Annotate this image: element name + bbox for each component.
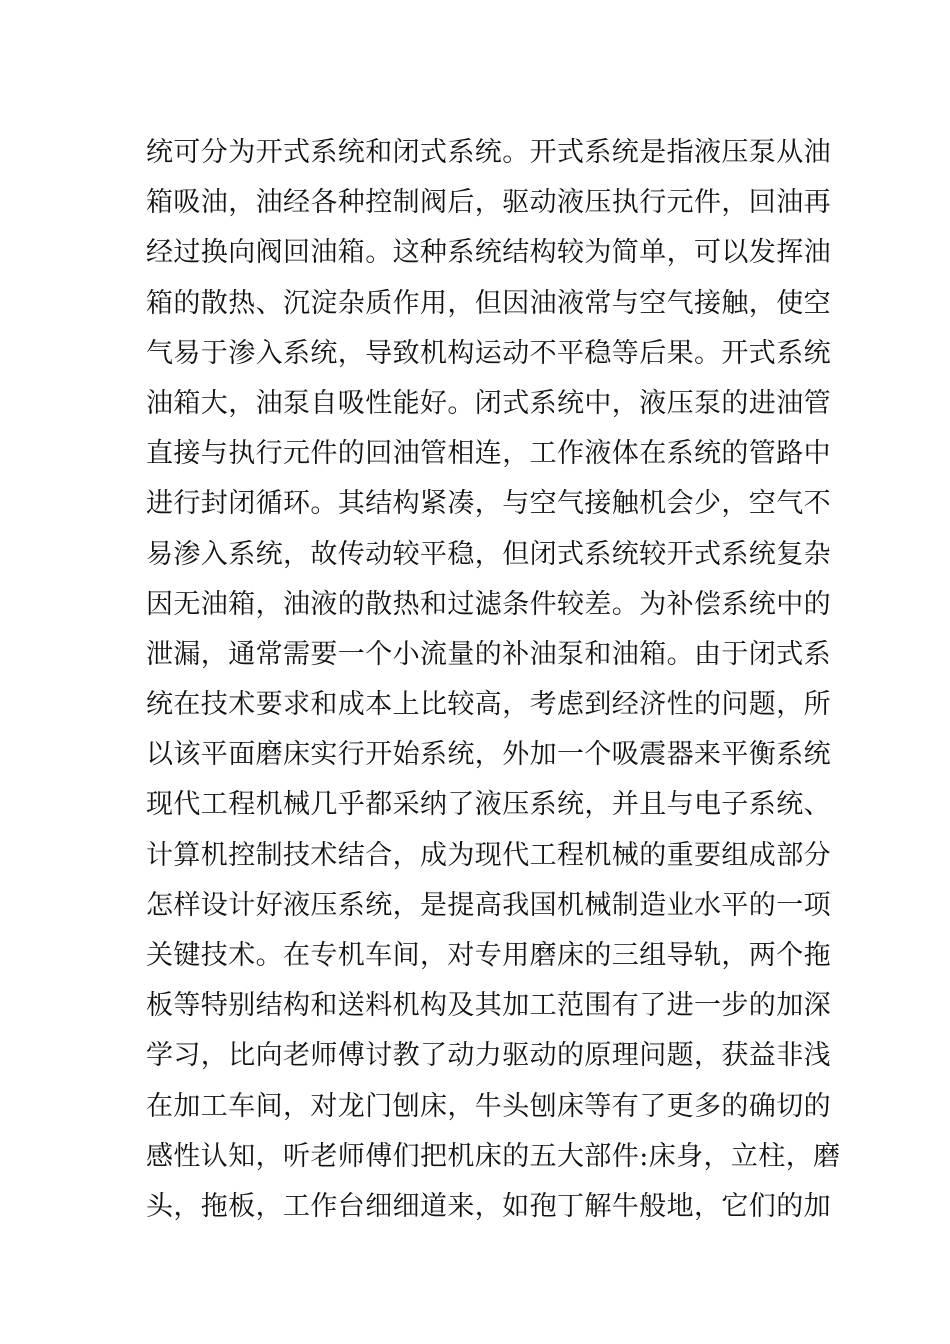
text-line-12: 统在技术要求和成本上比较高，考虑到经济性的问题，所	[146, 689, 831, 721]
text-line-14: 现代工程机械几乎都采纳了液压系统，并且与电子系统、	[146, 789, 831, 821]
text-line-21: 感性认知，听老师傅们把机床的五大部件:床身，立柱，磨	[146, 1140, 841, 1172]
text-line-8: 进行封闭循环。其结构紧凑，与空气接触机会少，空气不	[146, 488, 831, 520]
text-line-22: 头，拖板，工作台细细道来，如孢丁解牛般地，它们的加	[146, 1190, 831, 1222]
text-line-2: 箱吸油，油经各种控制阀后，驱动液压执行元件，回油再	[146, 187, 831, 219]
body-text	[146, 128, 841, 1232]
text-line-3: 经过换向阀回油箱。这种系统结构较为简单，可以发挥油	[146, 237, 831, 269]
text-line-11: 泄漏，通常需要一个小流量的补油泵和油箱。由于闭式系	[146, 638, 831, 670]
text-line-10: 因无油箱，油液的散热和过滤条件较差。为补偿系统中的	[146, 588, 831, 620]
text-line-16: 怎样设计好液压系统，是提高我国机械制造业水平的一项	[146, 889, 831, 921]
text-line-4: 箱的散热、沉淀杂质作用，但因油液常与空气接触，使空	[146, 287, 831, 319]
text-line-1: 统可分为开式系统和闭式系统。开式系统是指液压泵从油	[146, 137, 831, 168]
text-line-19: 学习，比向老师傅讨教了动力驱动的原理问题，获益非浅	[146, 1040, 831, 1072]
text-line-15: 计算机控制技术结合，成为现代工程机械的重要组成部分	[146, 839, 831, 871]
text-line-18: 板等特别结构和送料机构及其加工范围有了进一步的加深	[146, 990, 831, 1022]
text-line-13: 以该平面磨床实行开始系统，外加一个吸震器来平衡系统	[146, 739, 831, 771]
text-line-20: 在加工车间，对龙门刨床，牛头刨床等有了更多的确切的	[146, 1090, 831, 1122]
text-line-5: 气易于渗入系统，导致机构运动不平稳等后果。开式系统	[146, 337, 831, 369]
text-line-6: 油箱大，油泵自吸性能好。闭式系统中，液压泵的进油管	[146, 387, 831, 419]
text-line-7: 直接与执行元件的回油管相连，工作液体在系统的管路中	[146, 438, 831, 470]
text-line-9: 易渗入系统，故传动较平稳，但闭式系统较开式系统复杂	[146, 538, 831, 570]
text-line-17: 关键技术。在专机车间，对专用磨床的三组导轨，两个拖	[146, 940, 831, 971]
